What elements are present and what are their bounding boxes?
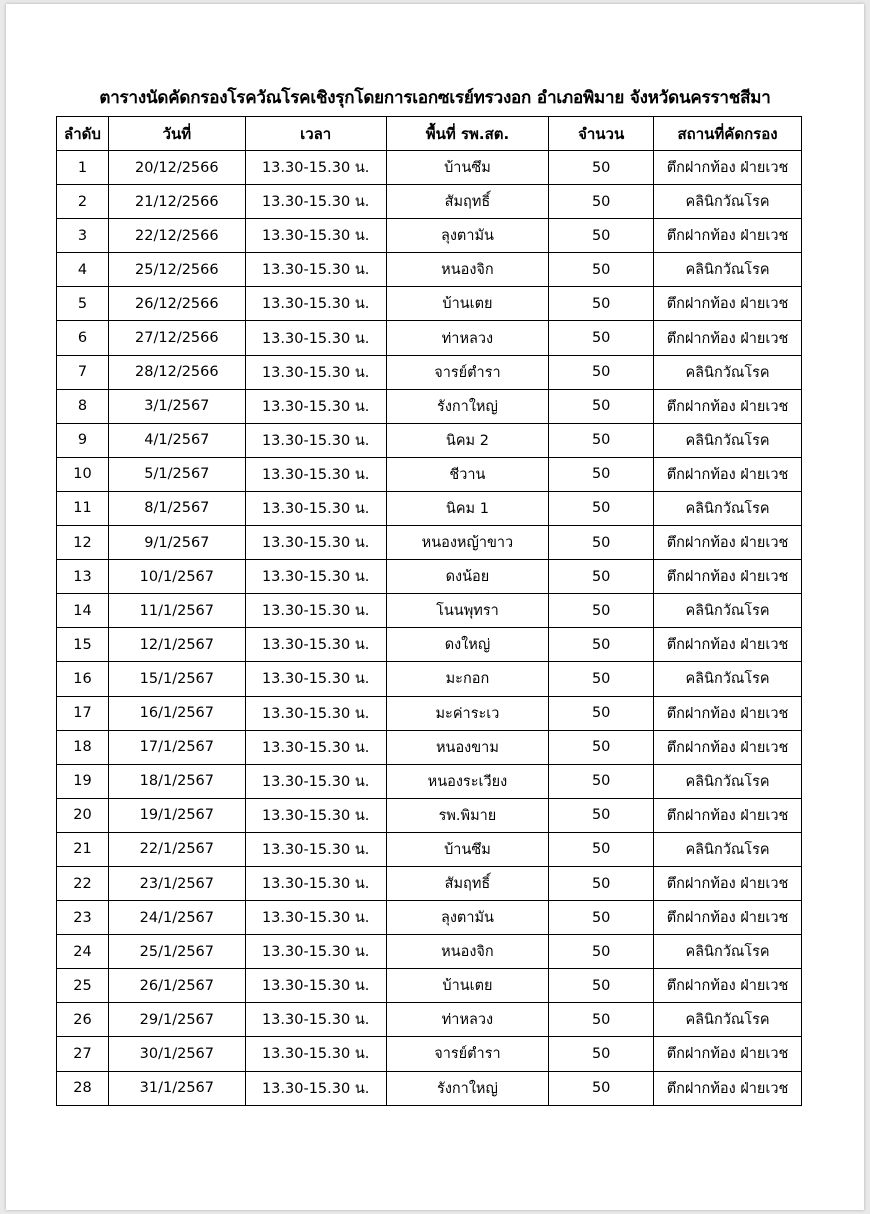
table-row [57,662,802,696]
cell-count: 50 [549,1003,654,1037]
cell-location: คลินิกวัณโรค [654,253,802,287]
cell-area: นิคม 2 [386,423,549,457]
cell-order: 4 [57,253,109,287]
cell-time: 13.30-15.30 น. [245,219,386,253]
cell-date: 24/1/2567 [108,901,245,935]
cell-location: ตึกฝากท้อง ฝ่ายเวช [654,866,802,900]
cell-area: โนนพุทรา [386,594,549,628]
cell-area: บ้านซึม [386,832,549,866]
cell-time: 13.30-15.30 น. [245,526,386,560]
cell-count: 50 [549,253,654,287]
cell-time: 13.30-15.30 น. [245,662,386,696]
cell-date: 29/1/2567 [108,1003,245,1037]
cell-time: 13.30-15.30 น. [245,423,386,457]
cell-location: ตึกฝากท้อง ฝ่ายเวช [654,1037,802,1071]
cell-area: ชีวาน [386,457,549,491]
table-row [57,185,802,219]
table-row [57,526,802,560]
cell-location: ตึกฝากท้อง ฝ่ายเวช [654,628,802,662]
cell-order: 16 [57,662,109,696]
cell-date: 18/1/2567 [108,764,245,798]
cell-order: 3 [57,219,109,253]
table-row [57,457,802,491]
cell-time: 13.30-15.30 น. [245,253,386,287]
cell-date: 8/1/2567 [108,491,245,525]
cell-time: 13.30-15.30 น. [245,1003,386,1037]
cell-date: 30/1/2567 [108,1037,245,1071]
cell-area: บ้านเตย [386,287,549,321]
cell-date: 3/1/2567 [108,389,245,423]
cell-order: 18 [57,730,109,764]
column-header-date: วันที่ [108,117,245,151]
cell-time: 13.30-15.30 น. [245,287,386,321]
cell-date: 25/12/2566 [108,253,245,287]
cell-time: 13.30-15.30 น. [245,1037,386,1071]
cell-time: 13.30-15.30 น. [245,321,386,355]
table-row [57,696,802,730]
cell-location: ตึกฝากท้อง ฝ่ายเวช [654,798,802,832]
column-header-time: เวลา [245,117,386,151]
table-row [57,253,802,287]
cell-time: 13.30-15.30 น. [245,935,386,969]
column-header-location: สถานที่คัดกรอง [654,117,802,151]
cell-order: 7 [57,355,109,389]
page-title: ตารางนัดคัดกรองโรควัณโรคเชิงรุกโดยการเอกซเรย์ทรวงอก อำเภอพิมาย จังหวัดนครราชสีมา [99,88,771,108]
cell-date: 28/12/2566 [108,355,245,389]
cell-area: มะกอก [386,662,549,696]
cell-count: 50 [549,287,654,321]
cell-location: คลินิกวัณโรค [654,662,802,696]
table-row [57,628,802,662]
cell-order: 27 [57,1037,109,1071]
cell-count: 50 [549,935,654,969]
cell-location: ตึกฝากท้อง ฝ่ายเวช [654,526,802,560]
cell-count: 50 [549,696,654,730]
table-row [57,594,802,628]
cell-area: บ้านซึม [386,151,549,185]
cell-order: 5 [57,287,109,321]
table-row [57,423,802,457]
cell-area: ลุงตามัน [386,901,549,935]
cell-count: 50 [549,151,654,185]
cell-date: 25/1/2567 [108,935,245,969]
cell-date: 15/1/2567 [108,662,245,696]
cell-count: 50 [549,355,654,389]
table-body [57,151,802,1106]
column-header-area: พื้นที่ รพ.สต. [386,117,549,151]
cell-order: 23 [57,901,109,935]
cell-location: ตึกฝากท้อง ฝ่ายเวช [654,560,802,594]
cell-date: 23/1/2567 [108,866,245,900]
cell-order: 13 [57,560,109,594]
cell-date: 5/1/2567 [108,457,245,491]
cell-order: 24 [57,935,109,969]
table-row [57,491,802,525]
table-row [57,560,802,594]
cell-area: มะค่าระเว [386,696,549,730]
cell-area: รพ.พิมาย [386,798,549,832]
cell-time: 13.30-15.30 น. [245,866,386,900]
cell-count: 50 [549,730,654,764]
cell-count: 50 [549,526,654,560]
cell-count: 50 [549,901,654,935]
cell-order: 19 [57,764,109,798]
cell-date: 20/12/2566 [108,151,245,185]
table-row [57,1071,802,1105]
table-row [57,798,802,832]
cell-area: ท่าหลวง [386,321,549,355]
cell-area: บ้านเตย [386,969,549,1003]
cell-location: คลินิกวัณโรค [654,423,802,457]
cell-count: 50 [549,457,654,491]
cell-order: 20 [57,798,109,832]
cell-area: จารย์ตำรา [386,1037,549,1071]
cell-time: 13.30-15.30 น. [245,969,386,1003]
cell-count: 50 [549,1037,654,1071]
cell-area: รังกาใหญ่ [386,1071,549,1105]
cell-location: ตึกฝากท้อง ฝ่ายเวช [654,730,802,764]
cell-area: หนองขาม [386,730,549,764]
cell-area: ลุงตามัน [386,219,549,253]
table-row [57,287,802,321]
cell-area: หนองจิก [386,253,549,287]
cell-date: 22/12/2566 [108,219,245,253]
cell-area: หนองระเวียง [386,764,549,798]
table-row [57,832,802,866]
cell-location: ตึกฝากท้อง ฝ่ายเวช [654,219,802,253]
cell-date: 16/1/2567 [108,696,245,730]
cell-location: ตึกฝากท้อง ฝ่ายเวช [654,389,802,423]
cell-count: 50 [549,764,654,798]
cell-time: 13.30-15.30 น. [245,355,386,389]
cell-date: 12/1/2567 [108,628,245,662]
cell-location: คลินิกวัณโรค [654,1003,802,1037]
cell-date: 11/1/2567 [108,594,245,628]
cell-order: 6 [57,321,109,355]
cell-location: คลินิกวัณโรค [654,491,802,525]
cell-order: 22 [57,866,109,900]
schedule-table [56,116,802,1106]
cell-location: คลินิกวัณโรค [654,355,802,389]
cell-count: 50 [549,594,654,628]
cell-count: 50 [549,866,654,900]
table-row [57,1037,802,1071]
table-row [57,219,802,253]
cell-count: 50 [549,798,654,832]
cell-location: ตึกฝากท้อง ฝ่ายเวช [654,696,802,730]
cell-order: 15 [57,628,109,662]
cell-time: 13.30-15.30 น. [245,491,386,525]
cell-count: 50 [549,1071,654,1105]
column-header-count: จำนวน [549,117,654,151]
cell-order: 17 [57,696,109,730]
cell-date: 21/12/2566 [108,185,245,219]
cell-area: จารย์ตำรา [386,355,549,389]
cell-time: 13.30-15.30 น. [245,730,386,764]
table-row [57,730,802,764]
cell-time: 13.30-15.30 น. [245,764,386,798]
cell-location: คลินิกวัณโรค [654,185,802,219]
cell-location: ตึกฝากท้อง ฝ่ายเวช [654,1071,802,1105]
table-row [57,355,802,389]
cell-time: 13.30-15.30 น. [245,185,386,219]
cell-time: 13.30-15.30 น. [245,560,386,594]
cell-order: 1 [57,151,109,185]
cell-area: ดงใหญ่ [386,628,549,662]
cell-time: 13.30-15.30 น. [245,151,386,185]
cell-area: สัมฤทธิ์ [386,185,549,219]
cell-order: 12 [57,526,109,560]
cell-location: ตึกฝากท้อง ฝ่ายเวช [654,969,802,1003]
cell-date: 19/1/2567 [108,798,245,832]
table-row [57,935,802,969]
cell-date: 26/1/2567 [108,969,245,1003]
cell-time: 13.30-15.30 น. [245,594,386,628]
cell-time: 13.30-15.30 น. [245,389,386,423]
table-row [57,151,802,185]
cell-date: 22/1/2567 [108,832,245,866]
cell-area: นิคม 1 [386,491,549,525]
cell-time: 13.30-15.30 น. [245,1071,386,1105]
cell-location: ตึกฝากท้อง ฝ่ายเวช [654,287,802,321]
cell-date: 9/1/2567 [108,526,245,560]
cell-order: 8 [57,389,109,423]
cell-area: หนองหญ้าขาว [386,526,549,560]
cell-time: 13.30-15.30 น. [245,798,386,832]
cell-count: 50 [549,185,654,219]
cell-date: 10/1/2567 [108,560,245,594]
cell-order: 14 [57,594,109,628]
cell-area: รังกาใหญ่ [386,389,549,423]
cell-location: ตึกฝากท้อง ฝ่ายเวช [654,901,802,935]
cell-location: ตึกฝากท้อง ฝ่ายเวช [654,457,802,491]
cell-order: 25 [57,969,109,1003]
cell-order: 21 [57,832,109,866]
table-row [57,321,802,355]
cell-order: 28 [57,1071,109,1105]
cell-date: 26/12/2566 [108,287,245,321]
cell-order: 26 [57,1003,109,1037]
cell-location: คลินิกวัณโรค [654,764,802,798]
cell-order: 2 [57,185,109,219]
table-row [57,969,802,1003]
table-header-row [57,117,802,151]
cell-date: 17/1/2567 [108,730,245,764]
cell-order: 11 [57,491,109,525]
cell-order: 10 [57,457,109,491]
cell-count: 50 [549,628,654,662]
cell-location: คลินิกวัณโรค [654,935,802,969]
cell-location: คลินิกวัณโรค [654,594,802,628]
table-row [57,866,802,900]
cell-count: 50 [549,662,654,696]
cell-date: 4/1/2567 [108,423,245,457]
cell-count: 50 [549,423,654,457]
cell-order: 9 [57,423,109,457]
cell-count: 50 [549,560,654,594]
cell-area: ท่าหลวง [386,1003,549,1037]
cell-count: 50 [549,491,654,525]
cell-location: ตึกฝากท้อง ฝ่ายเวช [654,151,802,185]
column-header-order: ลำดับ [57,117,109,151]
cell-date: 27/12/2566 [108,321,245,355]
cell-count: 50 [549,389,654,423]
cell-time: 13.30-15.30 น. [245,457,386,491]
cell-date: 31/1/2567 [108,1071,245,1105]
cell-time: 13.30-15.30 น. [245,696,386,730]
document-page [6,4,864,1210]
cell-area: หนองจิก [386,935,549,969]
cell-count: 50 [549,219,654,253]
cell-time: 13.30-15.30 น. [245,901,386,935]
cell-time: 13.30-15.30 น. [245,628,386,662]
table-row [57,389,802,423]
cell-count: 50 [549,832,654,866]
cell-location: ตึกฝากท้อง ฝ่ายเวช [654,321,802,355]
table-row [57,764,802,798]
cell-time: 13.30-15.30 น. [245,832,386,866]
cell-area: ดงน้อย [386,560,549,594]
table-row [57,1003,802,1037]
cell-count: 50 [549,321,654,355]
cell-area: สัมฤทธิ์ [386,866,549,900]
cell-location: คลินิกวัณโรค [654,832,802,866]
cell-count: 50 [549,969,654,1003]
table-row [57,901,802,935]
